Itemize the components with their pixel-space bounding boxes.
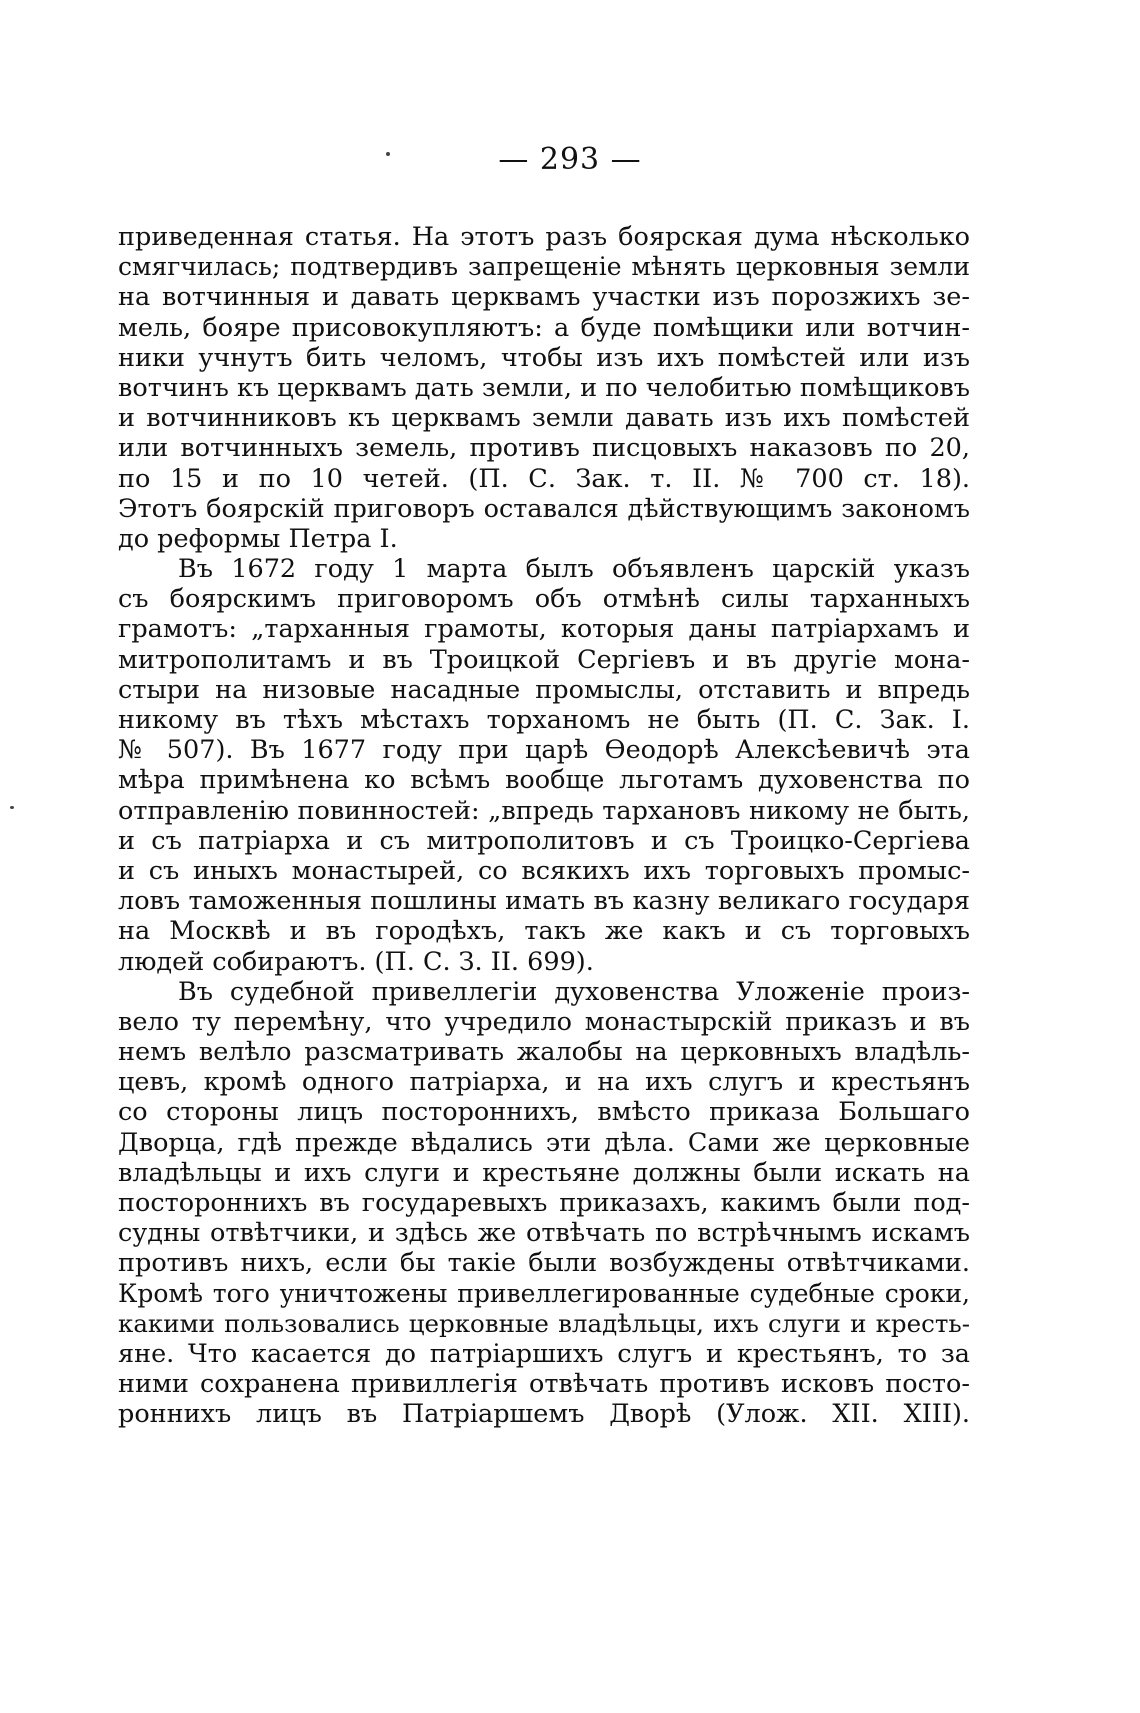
text-line: какими пользовались церковные владѣльцы, ихъ слуги и кресть-: [118, 1308, 970, 1338]
text-line: Кромѣ того уничтожены привеллегированные судебные сроки,: [118, 1278, 970, 1308]
text-line: вотчинъ къ церквамъ дать земли, и по челобитью помѣщиковъ: [118, 372, 970, 403]
paragraph-first-line: Въ судебной привеллегіи духовенства Уложеніе произ-: [178, 976, 970, 1007]
text-line: или вотчинныхъ земель, противъ писцовыхъ наказовъ по 20,: [118, 433, 970, 464]
text-line: приведенная статья. На этотъ разъ боярская дума нѣсколько: [118, 222, 970, 252]
text-line: никому въ тѣхъ мѣстахъ торханомъ не быть (П. С. Зак. I.: [118, 705, 970, 735]
text-line: грамотъ: „тарханныя грамоты, которыя даны патріархамъ и: [118, 614, 970, 645]
body-text: [118, 222, 970, 1430]
text-line: № 507). Въ 1677 году при царѣ Ѳеодорѣ Алексѣевичѣ эта: [118, 735, 970, 766]
text-line: стыри на низовые насадные промыслы, отставить и впредь: [118, 674, 970, 705]
print-speck: [10, 806, 14, 809]
text-line: мель, бояре присовокупляютъ: а буде помѣщики или вотчин-: [118, 312, 970, 343]
text-line: людей собираютъ. (П. С. З. II. 699).: [118, 946, 594, 977]
text-line: цевъ, кромѣ одного патріарха, и на ихъ слугъ и крестьянъ: [118, 1067, 970, 1098]
paragraph-first-line: Въ 1672 году 1 марта былъ объявленъ царскій указъ: [178, 554, 970, 585]
text-line: владѣльцы и ихъ слуги и крестьяне должны были искать на: [118, 1157, 970, 1188]
text-line: отправленію повинностей: „впредь тархановъ никому не быть,: [118, 795, 970, 826]
text-line: съ боярскимъ приговоромъ объ отмѣнѣ силы тарханныхъ: [118, 584, 970, 615]
text-line: и вотчинниковъ къ церквамъ земли давать изъ ихъ помѣстей: [118, 403, 970, 434]
text-line: Этотъ боярскій приговоръ оставался дѣйствующимъ закономъ: [118, 493, 970, 524]
text-line: ники учнутъ бить челомъ, чтобы изъ ихъ помѣстей или изъ: [118, 342, 970, 373]
text-line: немъ велѣло разсматривать жалобы на церковныхъ владѣль-: [118, 1037, 970, 1068]
text-line: ловъ таможенныя пошлины имать въ казну великаго государя: [118, 886, 970, 917]
text-line: яне. Что касается до патріаршихъ слугъ и крестьянъ, то за: [118, 1338, 970, 1369]
text-line: мѣра примѣнена ко всѣмъ вообще льготамъ духовенства по: [118, 765, 970, 796]
text-line: судны отвѣтчики, и здѣсь же отвѣчать по встрѣчнымъ искамъ: [118, 1218, 970, 1249]
text-line: вело ту перемѣну, что учредило монастырскій приказъ и въ: [118, 1006, 970, 1037]
text-line: на вотчинныя и давать церквамъ участки изъ порозжихъ зе-: [118, 282, 970, 313]
page-number: — 293 —: [498, 142, 642, 177]
text-line: со стороны лицъ постороннихъ, вмѣсто приказа Большаго: [118, 1097, 970, 1128]
text-line: Дворца, гдѣ прежде вѣдались эти дѣла. Сами же церковные: [118, 1127, 970, 1158]
text-line: и съ патріарха и съ митрополитовъ и съ Троицко-Сергіева: [118, 825, 970, 856]
text-line: на Москвѣ и въ городѣхъ, такъ же какъ и съ торговыхъ: [118, 916, 970, 947]
text-line: смягчилась; подтвердивъ запрещеніе мѣнять церковныя земли: [118, 252, 970, 282]
text-line: митрополитамъ и въ Троицкой Сергіевъ и въ другіе мона-: [118, 644, 970, 675]
text-line: и съ иныхъ монастырей, со всякихъ ихъ торговыхъ промыс-: [118, 855, 970, 886]
text-line: до реформы Петра I.: [118, 523, 398, 554]
print-speck: [386, 152, 390, 156]
text-line: противъ нихъ, если бы такіе были возбуждены отвѣтчиками.: [118, 1248, 970, 1279]
text-line: постороннихъ въ государевыхъ приказахъ, какимъ были под-: [118, 1188, 970, 1218]
text-line: ними сохранена привиллегія отвѣчать противъ исковъ посто-: [118, 1369, 970, 1400]
text-line: роннихъ лицъ въ Патріаршемъ Дворѣ (Улож. XII. XIII).: [118, 1399, 970, 1430]
text-line: по 15 и по 10 четей. (П. С. Зак. т. II. № 700 ст. 18).: [118, 463, 970, 494]
